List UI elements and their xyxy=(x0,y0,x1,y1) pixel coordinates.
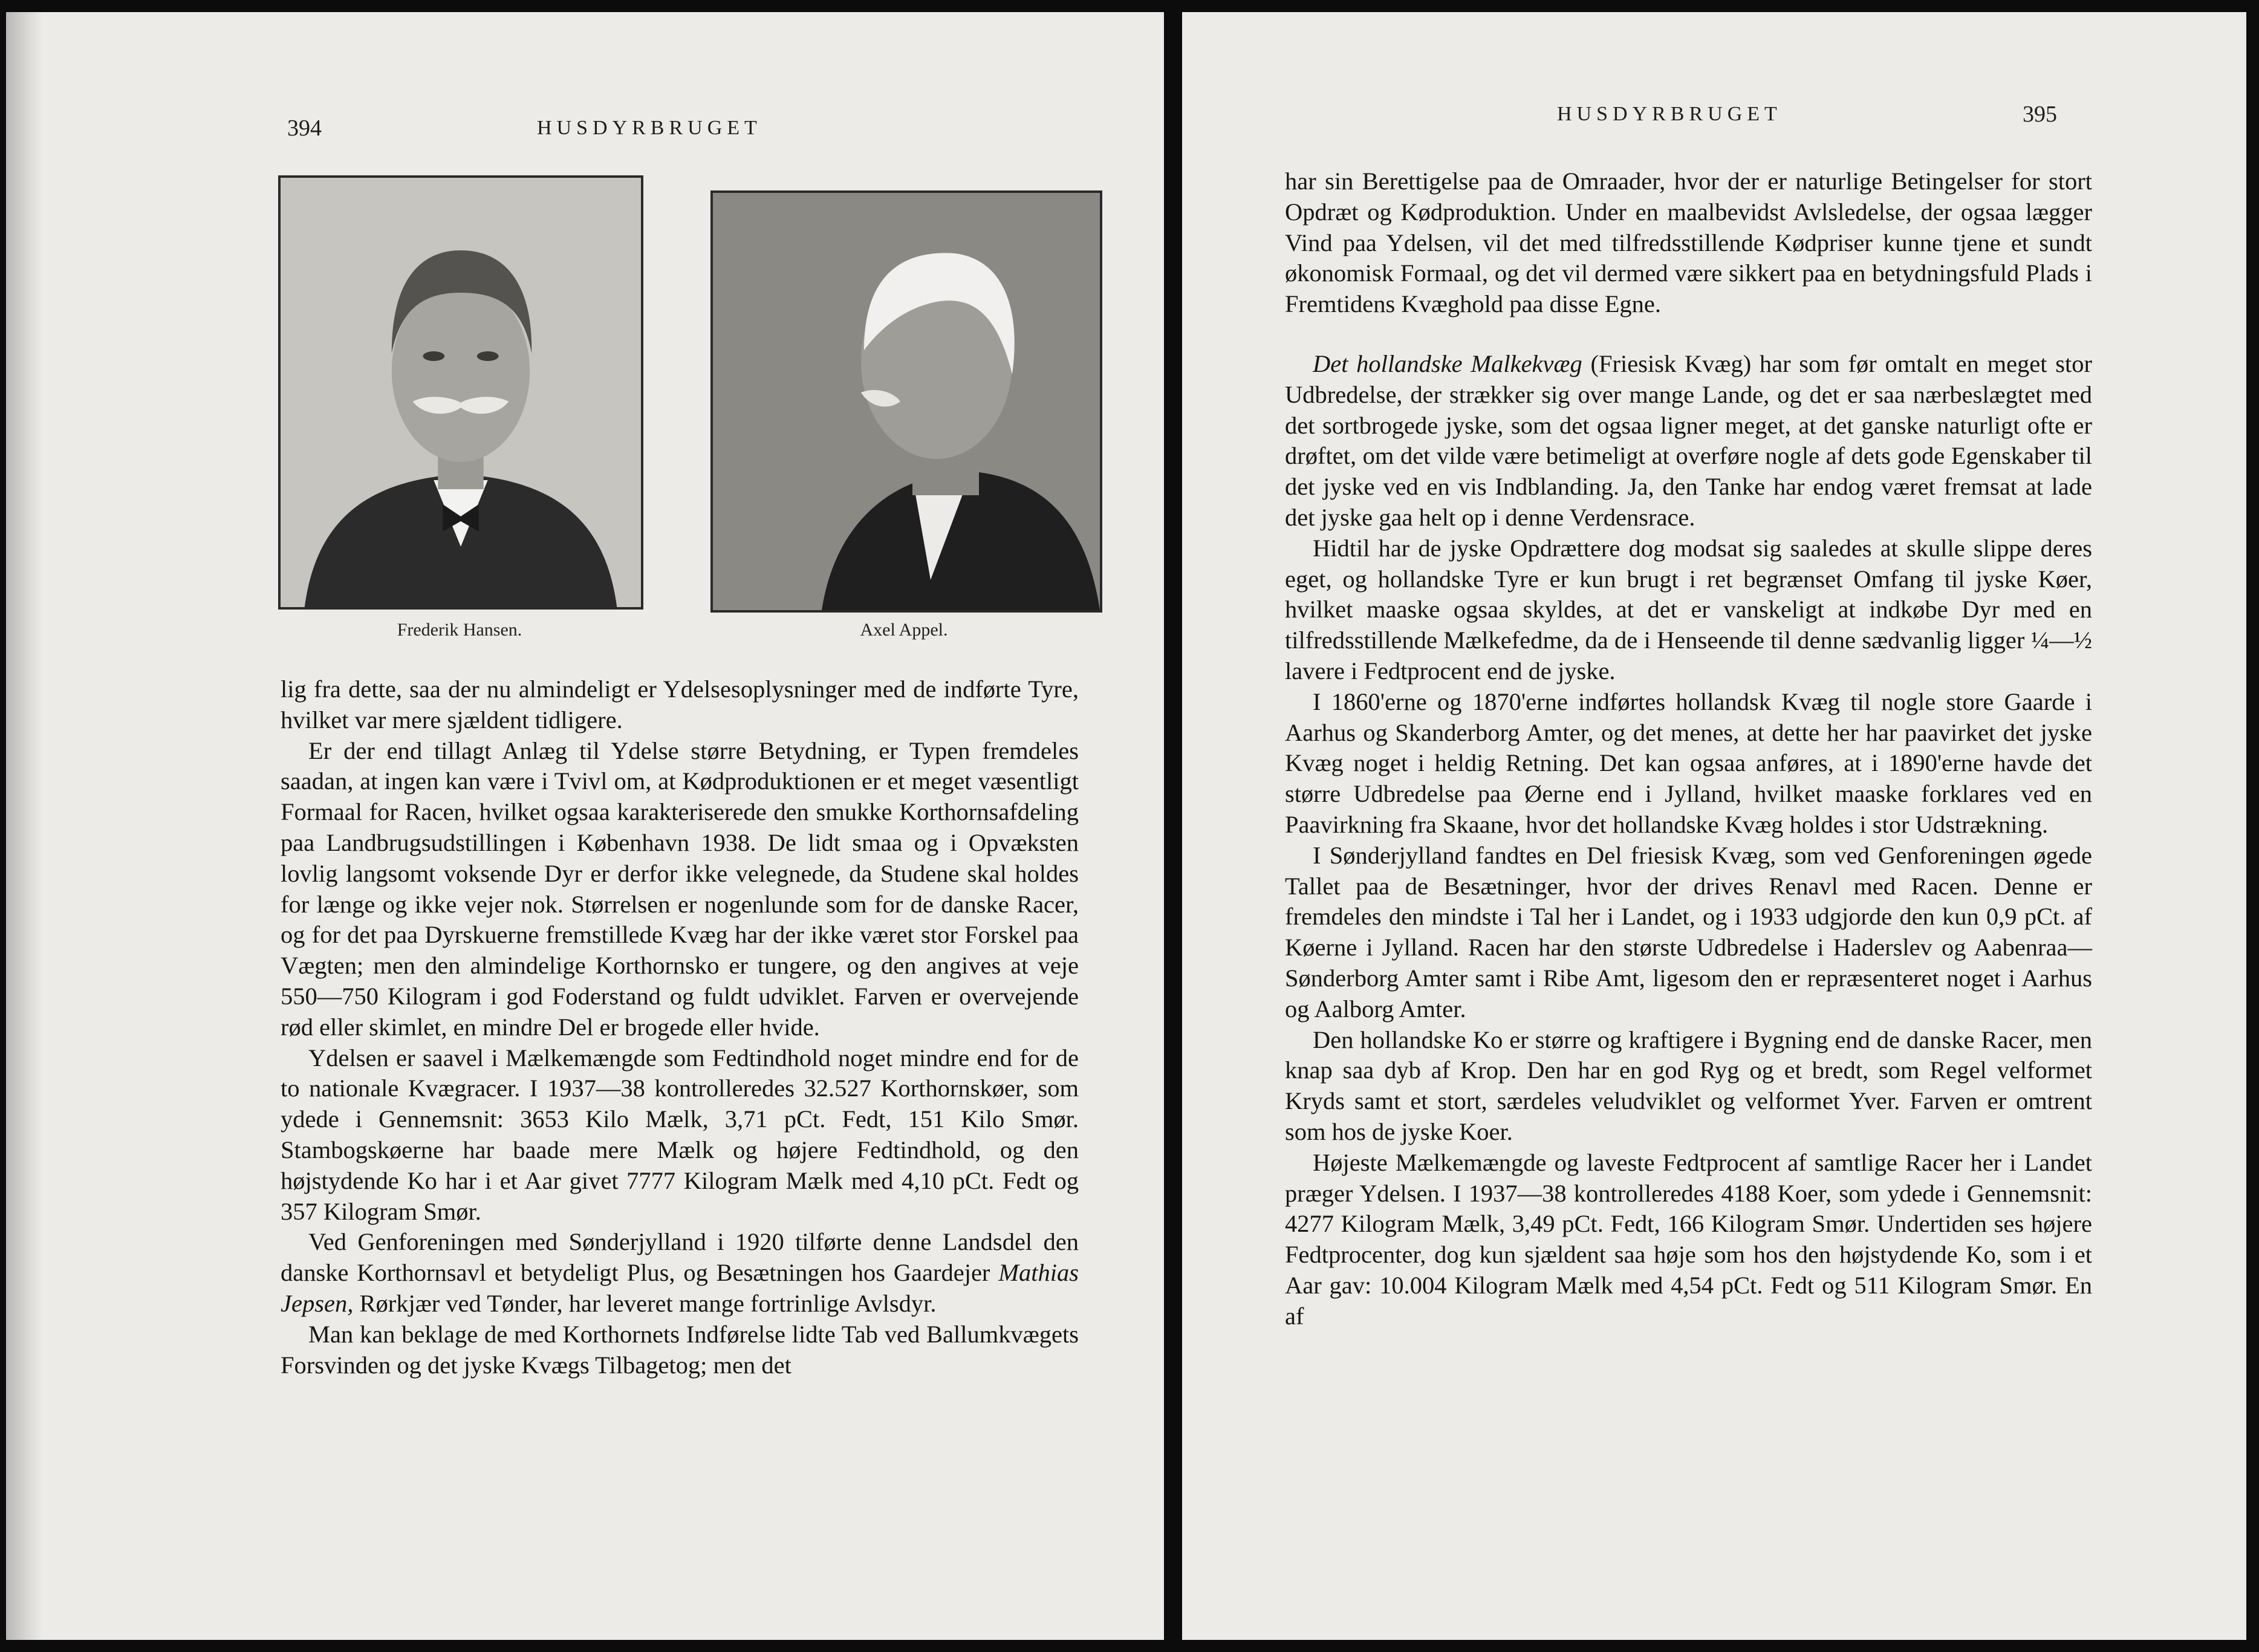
paragraph: lig fra dette, saa der nu almindeligt er Ydelsesoplysninger med de indførte Tyre, hvilket var mere sjældent tidligere. xyxy=(281,675,1079,733)
page-edge-shadow xyxy=(6,12,42,1640)
photo-caption: Axel Appel. xyxy=(860,620,948,640)
italic-name: Mathias Jepsen, xyxy=(281,1259,1079,1317)
paragraph: Man kan beklage de med Korthornets Indførelse lidte Tab ved Ballumkvægets Forsvinden og det jyske Kvægs Tilbagetog; men det xyxy=(281,1320,1079,1379)
paragraph: Hidtil har de jyske Opdrættere dog modsat sig saaledes at skulle slippe deres eget, og hollandske Tyre er kun brugt i ret begrænset Omfang til jyske Køer, hvilket maaske ogsaa skyldes, at det er vanskeligt at indkøbe Dyr med en tilfredsstillende Mælkefedme, da de i Henseende til denne sædvanlig ligger ¼—½ lavere i Fedtprocent end de jyske. xyxy=(1285,534,2092,685)
text-run: Rørkjær ved Tønder, har leveret mange fortrinlige Avlsdyr. xyxy=(353,1289,937,1317)
left-body-text xyxy=(281,674,1079,1380)
portrait-axel-appel xyxy=(710,190,1102,613)
section-heading-italic: Det hollandske Malkekvæg xyxy=(1313,350,1582,377)
text-run: Ved Genforeningen med Sønderjylland i 1920 tilførte denne Landsdel den danske Korthornsavl et betydeligt Plus, og Besætningen hos Gaardejer xyxy=(281,1228,1079,1287)
right-body-text xyxy=(1285,166,2092,1332)
left-page xyxy=(6,12,1164,1640)
paragraph xyxy=(1285,349,2092,533)
running-head: HUSDYRBRUGET xyxy=(1557,103,1782,125)
paragraph: I 1860'erne og 1870'erne indførtes hollandsk Kvæg til nogle store Gaarde i Aarhus og Skanderborg Amter, og det menes, at dette her har paavirket det jyske Kvæg noget i heldig Retning. Det kan ogsaa anføres, at i 1890'erne havde det større Udbredelse paa Øerne end i Jylland, hvilket maaske forklares ved en Paavirkning fra Skaane, hvor det hollandske Kvæg holdes i stor Udstrækning. xyxy=(1285,688,2092,838)
paragraph: I Sønderjylland fandtes en Del friesisk Kvæg, som ved Genforeningen øgede Tallet paa de Besætninger, hvor der drives Renavl med Racen. Denne er fremdeles den mindste i Tal her i Landet, og i 1933 udgjorde den kun 0,9 pCt. af Køerne i Jylland. Racen har den største Udbredelse i Haderslev og Aabenraa—Sønderborg Amter samt i Ribe Amt, ligesom den er repræsenteret noget i Aarhus og Aalborg Amter. xyxy=(1285,841,2092,1023)
paragraph xyxy=(281,1227,1079,1319)
page-number: 395 xyxy=(2023,102,2057,127)
paragraph: Højeste Mælkemængde og laveste Fedtprocent af samtlige Racer her i Landet præger Ydelsen. I 1937—38 kontrolleredes 4188 Koer, som ydede i Gennemsnit: 4277 Kilogram Mælk, 3,49 pCt. Fedt, 166 Kilogram Smør. Undertiden ses højere Fedtprocenter, dog kun sjældent saa høje som hos den højstydende Ko, som i et Aar gav: 10.004 Kilogram Mælk med 4,54 pCt. Fedt og 511 Kilogram Smør. En af xyxy=(1285,1148,2092,1330)
paragraph: Er der end tillagt Anlæg til Ydelse større Betydning, er Typen fremdeles saadan, at ingen kan være i Tvivl om, at Kødproduktionen er et meget væsentligt Formaal for Racen, hvilket ogsaa karakteriserede den smukke Korthornsafdeling paa Landbrugsudstillingen i København 1938. De lidt smaa og i Opvæksten lovlig langsomt voksende Dyr er derfor ikke velegnede, da Studene skal holdes for længe og ikke vejer nok. Størrelsen er nogenlunde som for de danske Racer, og for det paa Dyrskuerne fremstillede Kvæg har der ikke været stor Forskel paa Vægten; men den almindelige Korthornsko er tungere, og den angives at veje 550—750 Kilogram i god Foderstand og fuldt udviklet. Farven er overvejende rød eller skimlet, en mindre Del er brogede eller hvide. xyxy=(281,737,1079,1041)
paragraph: Den hollandske Ko er større og kraftigere i Bygning end de danske Racer, men knap saa dyb af Krop. Den har en god Ryg og et bredt, som Regel velformet Kryds samt et stort, særdeles veludviklet og velformet Yver. Farven er omtrent som hos de jyske Koer. xyxy=(1285,1026,2092,1145)
page-number: 394 xyxy=(287,115,322,141)
running-head: HUSDYRBRUGET xyxy=(537,117,762,139)
portrait-frederik-hansen xyxy=(278,175,643,610)
paragraph: har sin Berettigelse paa de Omraader, hvor der er naturlige Betingelser for stort Opdræt og Kødproduktion. Under en maalbevidst Avlsledelse, der ogsaa lægger Vind paa Ydelsen, vil det med tilfredsstillende Kødpriser kunne tjene et sundt økonomisk Formaal, og det vil dermed være sikkert paa en betydningsfuld Plads i Fremtidens Kvæghold paa disse Egne. xyxy=(1285,167,2092,318)
photo-caption: Frederik Hansen. xyxy=(397,620,522,640)
text-run: (Friesisk Kvæg) har som før omtalt en meget stor Udbredelse, der strækker sig over mange Lande, og det er saa nærbeslægtet med det sortbrogede jyske, som det ogsaa ligner meget, at det ganske naturligt ofte er drøftet, om det vilde være betimeligt at overføre nogle af dets gode Egenskaber til det jyske ved en vis Indblanding. Ja, den Tanke har endog været fremsat at lade det jyske gaa helt op i denne Verdensrace. xyxy=(1285,350,2092,531)
right-page xyxy=(1182,12,2246,1640)
paragraph: Ydelsen er saavel i Mælkemængde som Fedtindhold noget mindre end for de to nationale Kvægracer. I 1937—38 kontrolleredes 32.527 Korthornskøer, som ydede i Gennemsnit: 3653 Kilo Mælk, 3,71 pCt. Fedt, 151 Kilo Smør. Stambogskøerne har baade mere Mælk og højere Fedtindhold, og den højstydende Ko har i et Aar givet 7777 Kilogram Mælk med 4,10 pCt. Fedt og 357 Kilogram Smør. xyxy=(281,1044,1079,1225)
portrait-photo-icon xyxy=(713,193,1100,610)
portrait-photo-icon xyxy=(281,178,641,607)
